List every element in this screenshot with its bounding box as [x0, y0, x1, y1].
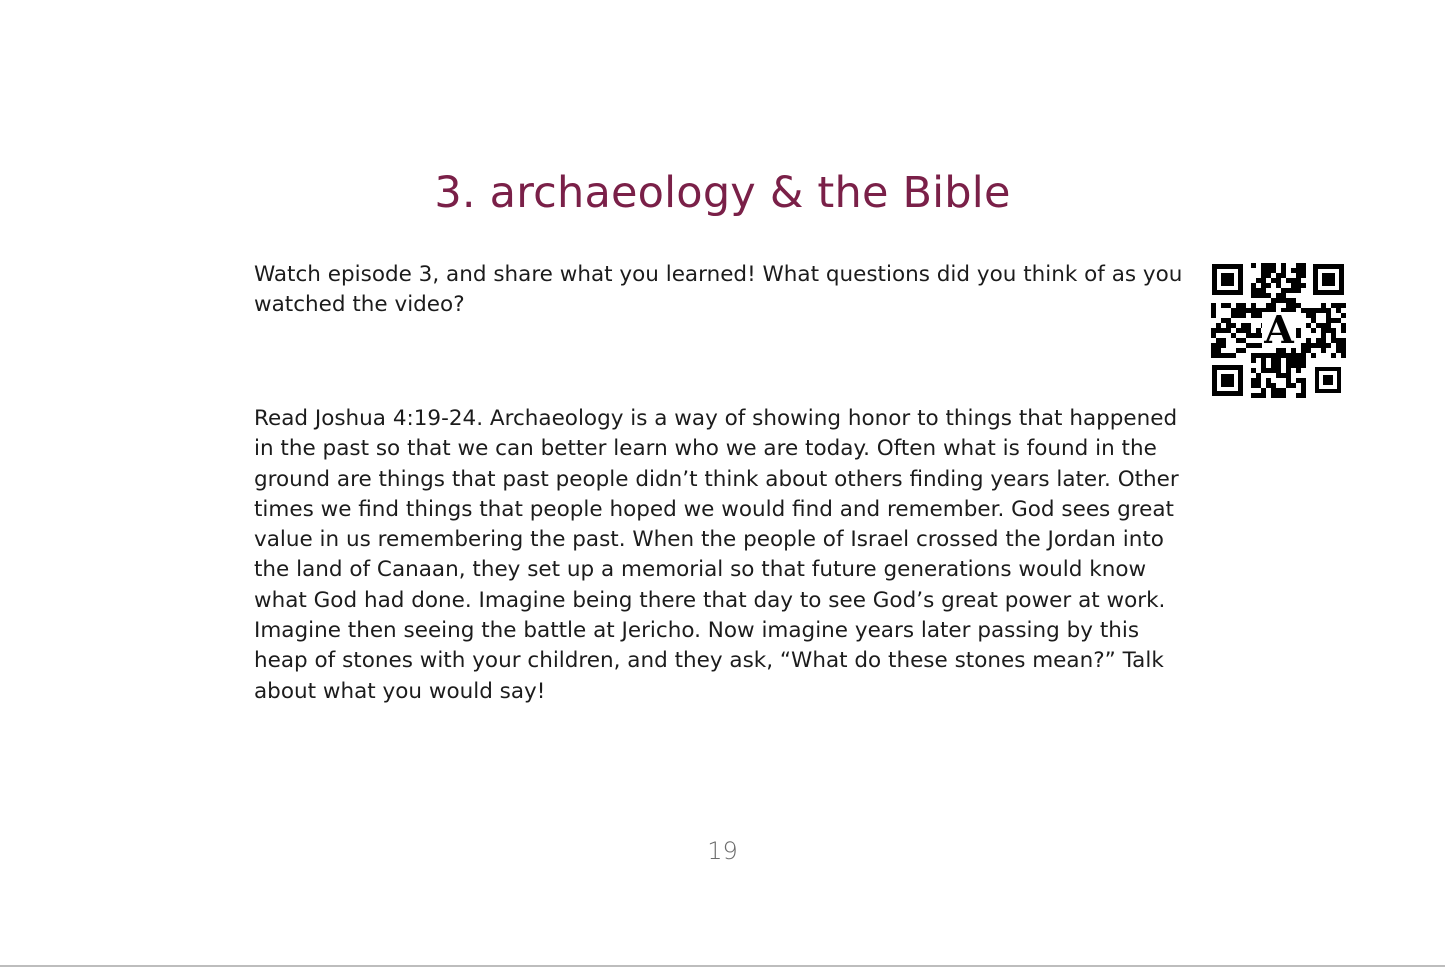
qr-code-icon[interactable]: [1210, 262, 1346, 398]
page-bottom-divider: [0, 965, 1445, 967]
qr-center-letter: A: [1264, 307, 1294, 352]
page-title: 3. archaeology & the Bible: [434, 168, 1011, 218]
episode-prompt-paragraph: Watch episode 3, and share what you learned! What questions did you think of as you watched the video?: [254, 262, 1183, 318]
qr-code-graphic: [1210, 262, 1346, 398]
joshua-reading-paragraph: Read Joshua 4:19-24. Archaeology is a way of showing honor to things that happened in the past so that we can better learn who we are today. Often what is found in the ground are things that past people didn’t think about others finding years later. Other times we find things that people hoped we would find and remember. God sees great value in us remembering the past. When the people of Israel crossed the Jordan into the land of Canaan, they set up a memorial so that future generations would know what God had done. Imagine being there that day to see God’s great power at work. Imagine then seeing the battle at Jericho. Now imagine years later passing by this heap of stones with your children, and they ask, “What do these stones mean?” Talk about what you would say!: [254, 406, 1179, 704]
page-number: 19: [707, 837, 738, 865]
